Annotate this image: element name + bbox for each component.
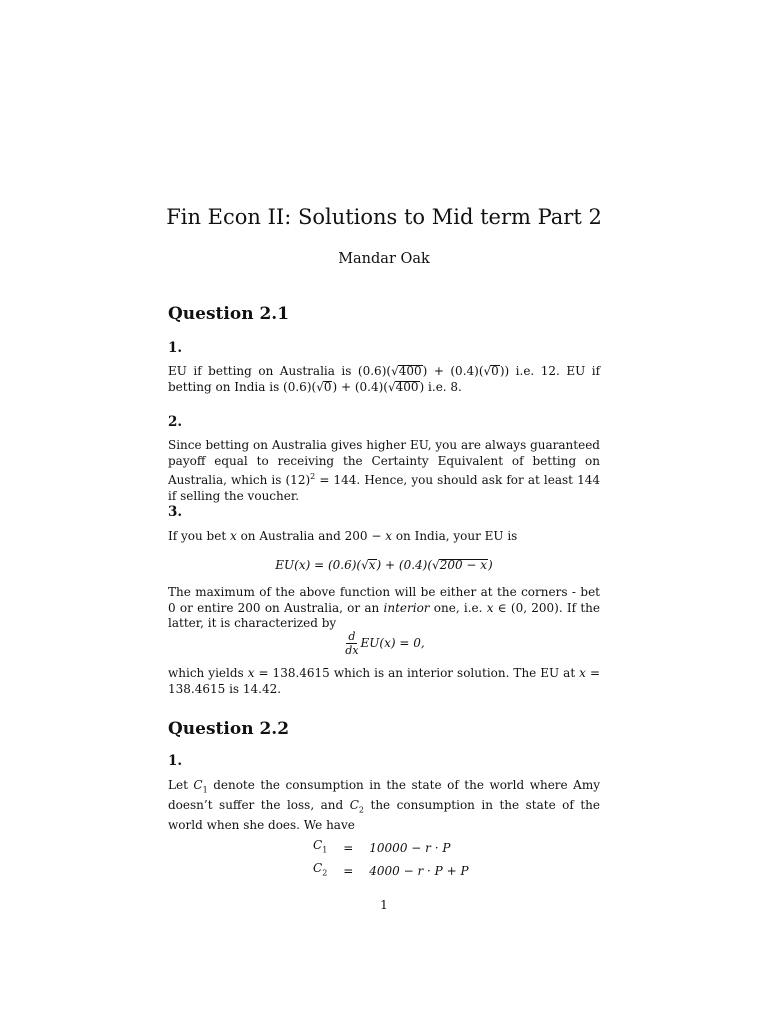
consumption-equations bbox=[313, 836, 469, 883]
q21-part3-result-text: which yields x = 138.4615 which is an interior solution. The EU at x = 138.4615 is 14.42. bbox=[168, 666, 601, 696]
q22-part1-text: Let $C_1$ denote the consumption in the state of the world where Amy doesn’t suffer the loss, and $C_2$ the consumption in the state of the world when she does. We have bbox=[168, 778, 601, 832]
question-2-2-heading: Question 2.2 bbox=[168, 719, 290, 739]
c1-equation: $C_1$ = 10000 − r · P bbox=[313, 838, 451, 855]
q21-part3-label: 3. bbox=[168, 504, 183, 520]
paper-title: Fin Econ II: Solutions to Mid term Part 2 bbox=[166, 205, 602, 229]
q21-part3-intro: If you bet x on Australia and 200 − x on India, your EU is bbox=[168, 529, 518, 543]
question-2-1-heading: Question 2.1 bbox=[168, 304, 290, 324]
q22-part1-label: 1. bbox=[168, 753, 183, 769]
q21-part1-text: EU if betting on Australia is (0.6)(√400) + (0.4)(√0)) i.e. 12. EU if betting on India is (0.6)(√0) + (0.4)(√400) i.e. 8. bbox=[168, 364, 601, 394]
page-number: 1 bbox=[380, 898, 388, 912]
author-name: Mandar Oak bbox=[338, 251, 430, 267]
c2-equation: $C_2$ = 4000 − r · P + P bbox=[313, 861, 469, 879]
q21-part1-label: 1. bbox=[168, 340, 183, 356]
q21-part2-text: Since betting on Australia gives higher EU, you are always guaranteed payoff equal to receiving the Certainty Equivalent of betting on Australia, which is $(12)^2 = 144$. Hence, you should ask for at least 144 if selling the voucher. bbox=[168, 438, 600, 503]
eu-equation: EU(x) = (0.6)(√x) + (0.4)(√200 − x) bbox=[275, 558, 493, 572]
q21-part3-maximum-text: The maximum of the above function will be either at the corners - bet 0 or entire 200 on Australia, or an interior one, i.e. x ∈ (0, 200). If the latter, it is characterized by bbox=[168, 585, 600, 630]
derivative-condition: $\frac{d}{dx}$ EU(x) = 0, bbox=[345, 630, 425, 657]
q21-part2-label: 2. bbox=[168, 414, 183, 430]
